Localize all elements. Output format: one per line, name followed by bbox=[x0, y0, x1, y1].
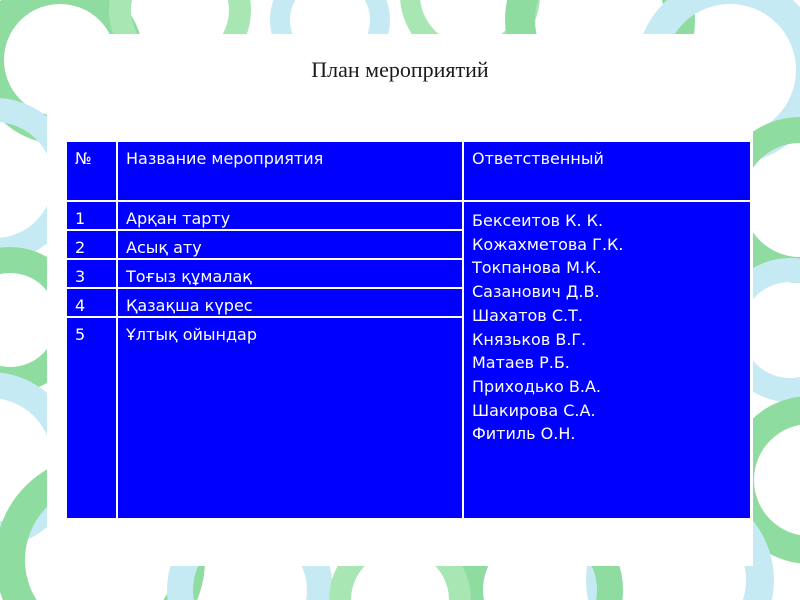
responsible-person: Князьков В.Г. bbox=[472, 329, 587, 349]
row-number: 1 bbox=[66, 201, 117, 230]
row-event: Арқан тарту bbox=[117, 201, 463, 230]
header-event-name: Название мероприятия bbox=[117, 141, 463, 201]
responsible-person: Шахатов С.Т. bbox=[472, 305, 583, 325]
row-number: 4 bbox=[66, 288, 117, 317]
responsible-list bbox=[463, 201, 751, 519]
responsible-person: Кожахметова Г.К. bbox=[472, 234, 624, 254]
responsible-person: Матаев Р.Б. bbox=[472, 353, 570, 373]
responsible-person: Бексеитов К. К. bbox=[472, 211, 604, 230]
responsible-person: Токпанова М.К. bbox=[472, 258, 602, 278]
responsible-person: Шакирова С.А. bbox=[472, 400, 596, 420]
row-event: Қазақша күрес bbox=[117, 288, 463, 317]
table-header-row bbox=[66, 141, 751, 201]
responsible-person: Приходько В.А. bbox=[472, 376, 601, 396]
header-number: № bbox=[66, 141, 117, 201]
table-row bbox=[66, 201, 751, 230]
row-number: 2 bbox=[66, 230, 117, 259]
responsible-person: Сазанович Д.В. bbox=[472, 282, 600, 302]
row-event: Ұлтық ойындар bbox=[117, 317, 463, 519]
events-table bbox=[65, 140, 752, 520]
row-event: Асық ату bbox=[117, 230, 463, 259]
row-number: 3 bbox=[66, 259, 117, 288]
row-number: 5 bbox=[66, 317, 117, 519]
row-event: Тоғыз құмалақ bbox=[117, 259, 463, 288]
slide-title: План мероприятий bbox=[311, 57, 489, 82]
responsible-person: Фитиль О.Н. bbox=[472, 424, 576, 444]
header-responsible: Ответственный bbox=[463, 141, 751, 201]
